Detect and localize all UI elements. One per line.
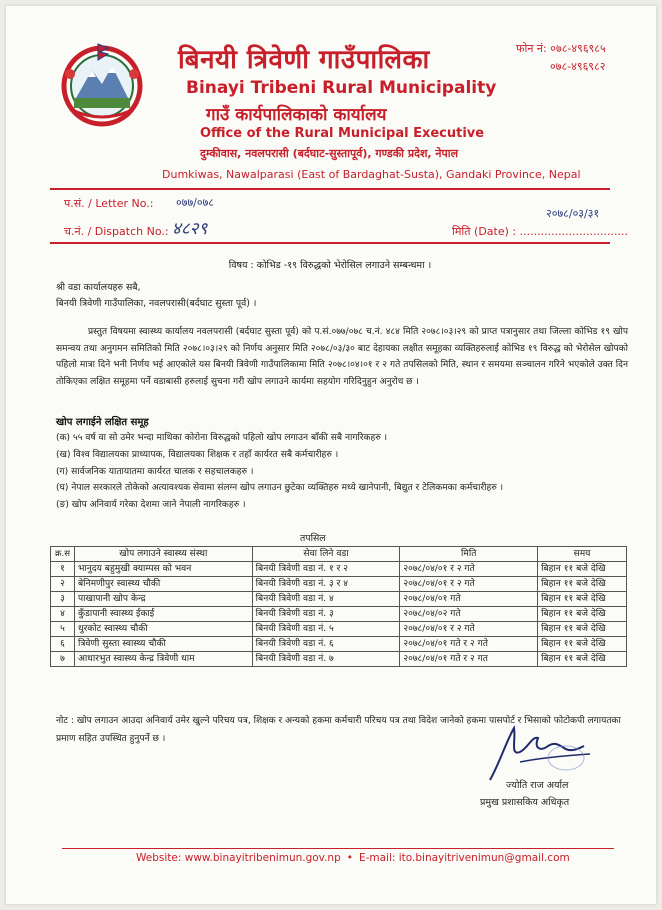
cell-health-institution: भानुदय बहुमुखी क्याम्पस को भवन [74, 562, 252, 577]
meta-divider [50, 242, 610, 244]
municipality-emblem-logo [58, 40, 146, 132]
target-group-item: (ग) सार्वजनिक यातायातमा कार्यरत चालक र सहचालकहरु । [56, 466, 254, 477]
target-group-list [56, 430, 628, 514]
target-group-item: (क) ५५ वर्ष वा सो उमेर भन्दा माथिका कोरोना विरुद्धको पहिलो खोप लगाउन बाँकी सबै नागरिकहरु । [56, 433, 388, 443]
address-nepali: दुम्कीवास, नवलपरासी (बर्दघाट-सुस्तापूर्व), गण्डकी प्रदेश, नेपाल [200, 147, 459, 160]
cell-time: बिहान ११ बजे देखि [538, 562, 627, 577]
table-row [51, 652, 627, 667]
cell-time: बिहान ११ बजे देखि [538, 592, 627, 607]
table-row [51, 607, 627, 622]
table-row [51, 577, 627, 592]
cell-serial: ४ [51, 607, 75, 622]
municipality-name-english: Binayi Tribeni Rural Municipality [186, 78, 497, 98]
cell-health-institution: बेनिमणीपुर स्वास्थ्य चौकी [74, 577, 252, 592]
footer-email[interactable]: E-mail: ito.binayitrivenimun@gmail.com [358, 852, 570, 864]
phone-number-2: ०७८-४९६९८२ [550, 60, 606, 73]
phone-block [516, 40, 606, 76]
target-group-item: (घ) नेपाल सरकारले तोकेको अत्यावश्यक सेवामा संलग्न खोप लगाउन छुटेका व्यक्तिहरु मध्ये खानेपानी, बिद्युत र टेलिकमका कर्मचारीहरु । [56, 483, 504, 494]
office-name-english: Office of the Rural Municipal Executive [200, 126, 485, 141]
cell-time: बिहान ११ बजे देखि [538, 622, 627, 637]
cell-date: २०७८/०४/०१ गते र २ गते [400, 637, 538, 652]
letter-subject: विषय : कोभिड -१९ विरुद्धको भेरोसिल लगाउने सम्बन्धमा । [228, 260, 432, 271]
cell-ward: बिनयी त्रिवेणी वडा नं. १ र २ [252, 562, 400, 577]
cell-date: २०७८/०४/०१ गते र २ गत [400, 652, 538, 667]
cell-health-institution: त्रिवेणी सुस्ता स्वास्थ्य चौकी [74, 637, 252, 652]
column-header-time: समय [538, 547, 627, 562]
header-divider [50, 188, 610, 190]
column-header-health-institution: खोप लगाउने स्वास्थ्य संस्था [74, 547, 252, 562]
cell-serial: ७ [51, 652, 75, 667]
cell-time: बिहान ११ बजे देखि [538, 652, 627, 667]
cell-date: २०७८/०४/०१ र २ गते [400, 622, 538, 637]
target-group-item: (ङ) खोप अनिवार्य गरेका देशमा जाने नेपाली नागरिकहरु । [56, 500, 246, 511]
cell-date: २०७८/०४/०१ र २ गते [400, 562, 538, 577]
table-row [51, 622, 627, 637]
dispatch-no-label: च.नं. / Dispatch No.: [64, 225, 169, 238]
table-row [51, 637, 627, 652]
cell-health-institution: कुँडापानी स्वास्थ्य ईकाई [74, 607, 252, 622]
municipality-name-nepali: बिनयी त्रिवेणी गाउँपालिका [178, 45, 430, 75]
cell-serial: ५ [51, 622, 75, 637]
footer-divider [62, 848, 614, 849]
vaccination-schedule-table [50, 546, 627, 667]
cell-serial: १ [51, 562, 75, 577]
column-header-ward: सेवा लिने वडा [252, 547, 400, 562]
cell-ward: बिनयी त्रिवेणी वडा नं. ६ [252, 637, 400, 652]
cell-serial: ६ [51, 637, 75, 652]
cell-date: २०७८/०४/०१ र २ गते [400, 577, 538, 592]
signatory-title: प्रमुख प्रशासकिय अधिकृत [480, 797, 570, 808]
letter-no-value: ०७७/०७८ [176, 196, 215, 209]
signatory-name: ज्योति राज अर्याल [506, 780, 569, 791]
target-group-item: (ख) विश्व विद्यालयका प्राध्यापक, विद्यालयका शिक्षक र तहाँ कार्यरत सबै कर्मचारीहरु । [56, 449, 339, 460]
cell-health-institution: धुरकोट स्वास्थ्य चौकी [74, 622, 252, 637]
date-value: २०७८/०३/३१ [546, 207, 600, 220]
footer-website[interactable]: Website: www.binayitribenimun.gov.np [136, 852, 341, 864]
letter-no-label: प.सं. / Letter No.: [64, 197, 154, 210]
annex-label: तपसिल [300, 533, 326, 544]
cell-time: बिहान ११ बजे देखि [538, 607, 627, 622]
cell-health-institution: पाखापानी खोप केन्द्र [74, 592, 252, 607]
phone-number-1: ०७८-४९६९८५ [550, 42, 606, 55]
address-english: Dumkiwas, Nawalparasi (East of Bardaghat-Susta), Gandaki Province, Nepal [162, 168, 581, 181]
note-paragraph: नोट : खोप लगाउन आउदा अनिवार्य उमेर खुल्ने परिचय पत्र, शिक्षक र अन्यको हकमा कर्मचारी परिचय पत्र तथा विदेश जानेको हकमा पासपोर्ट र भिसाको फोटोकपी लगायतका प्रमाण सहित उपस्थित हुनुपर्ने छ । [56, 716, 621, 744]
body-paragraph: प्रस्तुत विषयमा स्वास्थ्य कार्यालय नवलपरासी (बर्दघाट सुस्ता पूर्व) को प.सं.०७७/०७८ च.नं. ४८४ मिति २०७८।०३।२९ को प्राप्त पत्रानुसार तथा जिल्ला कोभिड १९ खोप समन्वय तथा अनुगमन समितिको मिति २०७८।०३।२९ को निर्णय अनुसार मिति २०७८/०३/३० बाट देहायका लक्षीत समूहका व्यक्तिहरुलाई कोभिड १९ विरुद्ध को भेरोसेल खोपको पहिलो मात्रा दिने भनी निर्णय भई आएकोले यस बिनयी त्रिवेणी गाउँपालिकामा मिति २०७८।०४।०१ र २ गते तपसिलको मिति, स्थान र समयमा सञ्चालन गरिने भएकोले उक्त दिन तोकिएका लक्षित समूहमा पर्ने वडाबासी हरुलाई सुचना गरी खोप लगाउने कार्यमा सहयोग गरिदिनुहुन अनुरोध छ । [56, 327, 628, 387]
cell-health-institution: आधारभुत स्वास्थ्य केन्द्र त्रिवेणी धाम [74, 652, 252, 667]
footer-separator: • [346, 852, 353, 864]
cell-serial: ३ [51, 592, 75, 607]
cell-time: बिहान ११ बजे देखि [538, 637, 627, 652]
cell-ward: बिनयी त्रिवेणी वडा नं. ४ [252, 592, 400, 607]
table-row [51, 562, 627, 577]
cell-date: २०७८/०४/०१ गते [400, 592, 538, 607]
cell-date: २०७८/०४/०२ गते [400, 607, 538, 622]
phone-label: फोन नं: [516, 42, 547, 55]
column-header-date: मिति [400, 547, 538, 562]
table-header-row [51, 547, 627, 562]
recipient-line-1: श्री वडा कार्यालयहरु सबै, [56, 282, 141, 293]
date-label: मिति (Date) : ............................... [452, 225, 629, 238]
cell-ward: बिनयी त्रिवेणी वडा नं. ५ [252, 622, 400, 637]
recipient-block [56, 280, 256, 312]
table-row [51, 592, 627, 607]
cell-ward: बिनयी त्रिवेणी वडा नं. ७ [252, 652, 400, 667]
cell-ward: बिनयी त्रिवेणी वडा नं. ३ र ४ [252, 577, 400, 592]
cell-time: बिहान ११ बजे देखि [538, 577, 627, 592]
cell-ward: बिनयी त्रिवेणी वडा नं. ३ [252, 607, 400, 622]
table-body [51, 562, 627, 667]
handwritten-signature [480, 722, 600, 784]
target-group-heading: खोप लगाईने लक्षित समूह [56, 417, 149, 428]
cell-serial: २ [51, 577, 75, 592]
dispatch-no-value: ४८२९ [172, 219, 208, 239]
recipient-line-2: बिनयी त्रिवेणी गाउँपालिका, नवलपरासी(बर्दघाट सुस्ता पूर्व) । [56, 298, 257, 309]
office-name-nepali: गाउँ कार्यपालिकाको कार्यालय [206, 105, 387, 125]
column-header-serial: क्र.स [51, 547, 75, 562]
footer [136, 852, 570, 864]
